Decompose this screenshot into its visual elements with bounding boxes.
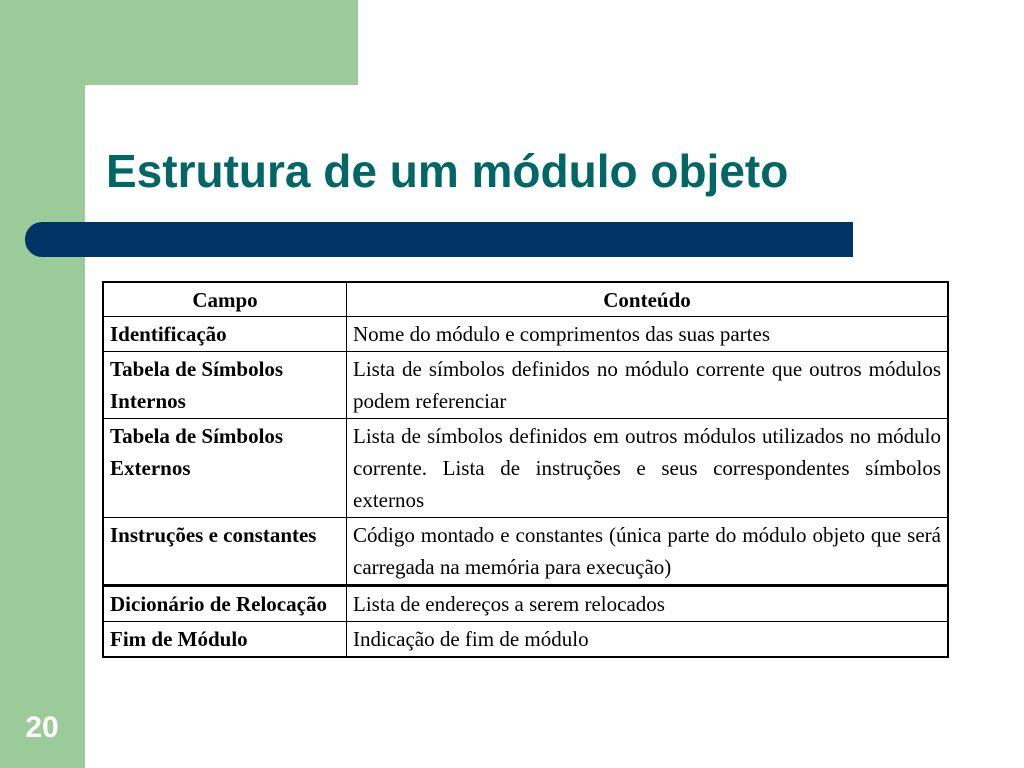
slide-number: 20 xyxy=(25,711,59,744)
conteudo-cell: Lista de símbolos definidos em outros módulos utilizados no módulo corrente. Lista de instruções e seus correspondentes símbolos externos xyxy=(347,419,949,518)
column-header-campo: Campo xyxy=(103,282,347,317)
table-row xyxy=(103,586,948,622)
conteudo-cell: Nome do módulo e comprimentos das suas partes xyxy=(347,317,949,352)
top-green-frame xyxy=(0,0,358,85)
left-green-frame xyxy=(0,0,85,768)
title-underline-bar xyxy=(25,222,853,257)
table-row xyxy=(103,317,948,352)
campo-cell: Identificação xyxy=(103,317,347,352)
page-title: Estrutura de um módulo objeto xyxy=(106,145,789,197)
campo-cell: Fim de Módulo xyxy=(103,622,347,658)
module-structure-table xyxy=(102,281,949,658)
conteudo-cell: Lista de símbolos definidos no módulo corrente que outros módulos podem referenciar xyxy=(347,352,949,419)
table-row xyxy=(103,352,948,419)
campo-cell: Dicionário de Relocação xyxy=(103,586,347,622)
table-row xyxy=(103,518,948,586)
conteudo-cell: Indicação de fim de módulo xyxy=(347,622,949,658)
conteudo-cell: Código montado e constantes (única parte do módulo objeto que será carregada na memória para execução) xyxy=(347,518,949,586)
table-row xyxy=(103,622,948,658)
frame-rounded-corner xyxy=(85,85,145,145)
campo-cell: Instruções e constantes xyxy=(103,518,347,586)
table-header-row xyxy=(103,282,948,317)
campo-cell: Tabela de Símbolos Externos xyxy=(103,419,347,518)
table-row xyxy=(103,419,948,518)
conteudo-cell: Lista de endereços a serem relocados xyxy=(347,586,949,622)
column-header-conteudo: Conteúdo xyxy=(347,282,949,317)
campo-cell: Tabela de Símbolos Internos xyxy=(103,352,347,419)
